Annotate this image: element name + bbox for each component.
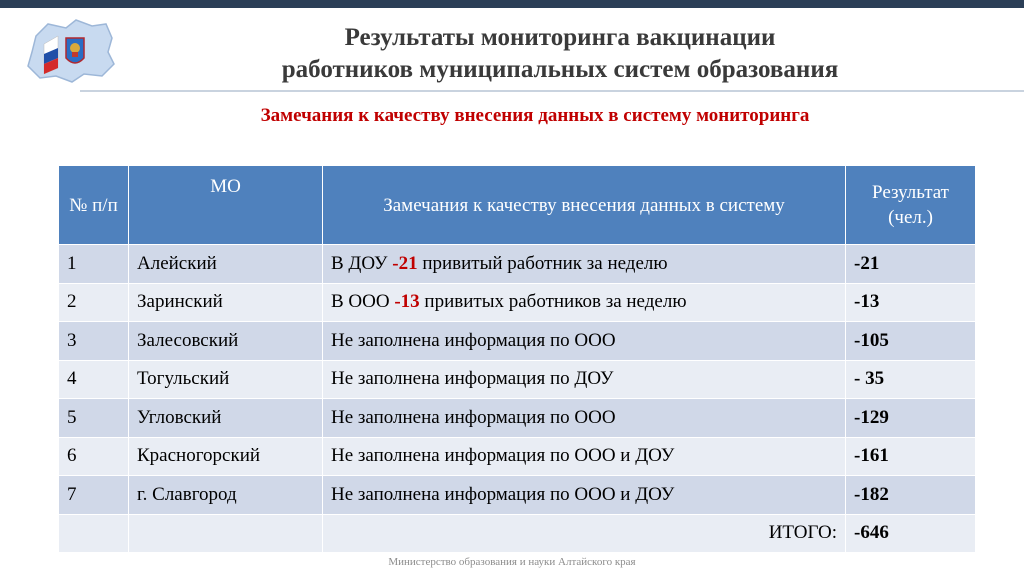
total-label: ИТОГО: bbox=[323, 514, 846, 553]
row-note bbox=[323, 476, 846, 515]
row-note-text: Не заполнена информация по ДОУ bbox=[331, 368, 614, 390]
row-result: -129 bbox=[846, 399, 976, 438]
row-note bbox=[323, 283, 846, 322]
row-note bbox=[323, 322, 846, 361]
row-number: 3 bbox=[59, 322, 129, 361]
table-header-row bbox=[59, 166, 976, 245]
table-row bbox=[59, 360, 976, 399]
row-note-number: -13 bbox=[394, 291, 420, 313]
row-mo: Красногорский bbox=[129, 437, 323, 476]
footer-text: Министерство образования и науки Алтайского края bbox=[388, 556, 636, 568]
table-row bbox=[59, 476, 976, 515]
column-header-result: Результат (чел.) bbox=[846, 166, 976, 245]
row-note bbox=[323, 399, 846, 438]
row-number: 2 bbox=[59, 283, 129, 322]
total-row bbox=[59, 514, 976, 553]
row-mo: Тогульский bbox=[129, 360, 323, 399]
row-mo: Залесовский bbox=[129, 322, 323, 361]
row-mo: г. Славгород bbox=[129, 476, 323, 515]
row-result: -13 bbox=[846, 283, 976, 322]
total-value: -646 bbox=[846, 514, 976, 553]
results-table bbox=[58, 165, 976, 553]
title-line-2: работников муниципальных систем образования bbox=[281, 56, 839, 83]
top-bar bbox=[0, 0, 1024, 8]
row-note-text: В ООО bbox=[331, 291, 395, 313]
row-mo: Угловский bbox=[129, 399, 323, 438]
row-number: 4 bbox=[59, 360, 129, 399]
row-result: -182 bbox=[846, 476, 976, 515]
altai-region-map-emblem-icon bbox=[18, 14, 118, 86]
row-result: - 35 bbox=[846, 360, 976, 399]
page-subtitle: Замечания к качеству внесения данных в систему мониторинга bbox=[260, 105, 810, 126]
table-row bbox=[59, 322, 976, 361]
row-note bbox=[323, 245, 846, 284]
table-row bbox=[59, 437, 976, 476]
row-number: 6 bbox=[59, 437, 129, 476]
row-number: 5 bbox=[59, 399, 129, 438]
empty-cell bbox=[59, 514, 129, 553]
page-title bbox=[150, 22, 970, 86]
row-note-text: Не заполнена информация по ООО и ДОУ bbox=[331, 483, 675, 505]
column-header-mo: МО bbox=[129, 166, 323, 245]
column-header-number: № п/п bbox=[59, 166, 129, 245]
table-row bbox=[59, 283, 976, 322]
row-note-text: Не заполнена информация по ООО bbox=[331, 329, 616, 351]
empty-cell bbox=[129, 514, 323, 553]
row-result: -21 bbox=[846, 245, 976, 284]
row-note bbox=[323, 437, 846, 476]
row-note-text-after: привитых работников за неделю bbox=[419, 291, 687, 313]
table-row bbox=[59, 245, 976, 284]
title-line-1: Результаты мониторинга вакцинации bbox=[344, 24, 776, 51]
table-body bbox=[59, 245, 976, 553]
row-result: -161 bbox=[846, 437, 976, 476]
row-result: -105 bbox=[846, 322, 976, 361]
row-note bbox=[323, 360, 846, 399]
row-note-text: Не заполнена информация по ООО bbox=[331, 406, 616, 428]
row-number: 1 bbox=[59, 245, 129, 284]
row-mo: Заринский bbox=[129, 283, 323, 322]
row-note-text-after: привитый работник за неделю bbox=[417, 252, 668, 274]
row-number: 7 bbox=[59, 476, 129, 515]
row-note-number: -21 bbox=[392, 252, 418, 274]
row-note-text: Не заполнена информация по ООО и ДОУ bbox=[331, 445, 675, 467]
column-header-notes: Замечания к качеству внесения данных в системy bbox=[323, 166, 846, 245]
row-mo: Алейский bbox=[129, 245, 323, 284]
row-note-text: В ДОУ bbox=[331, 252, 393, 274]
table-row bbox=[59, 399, 976, 438]
header-divider bbox=[80, 90, 1024, 92]
